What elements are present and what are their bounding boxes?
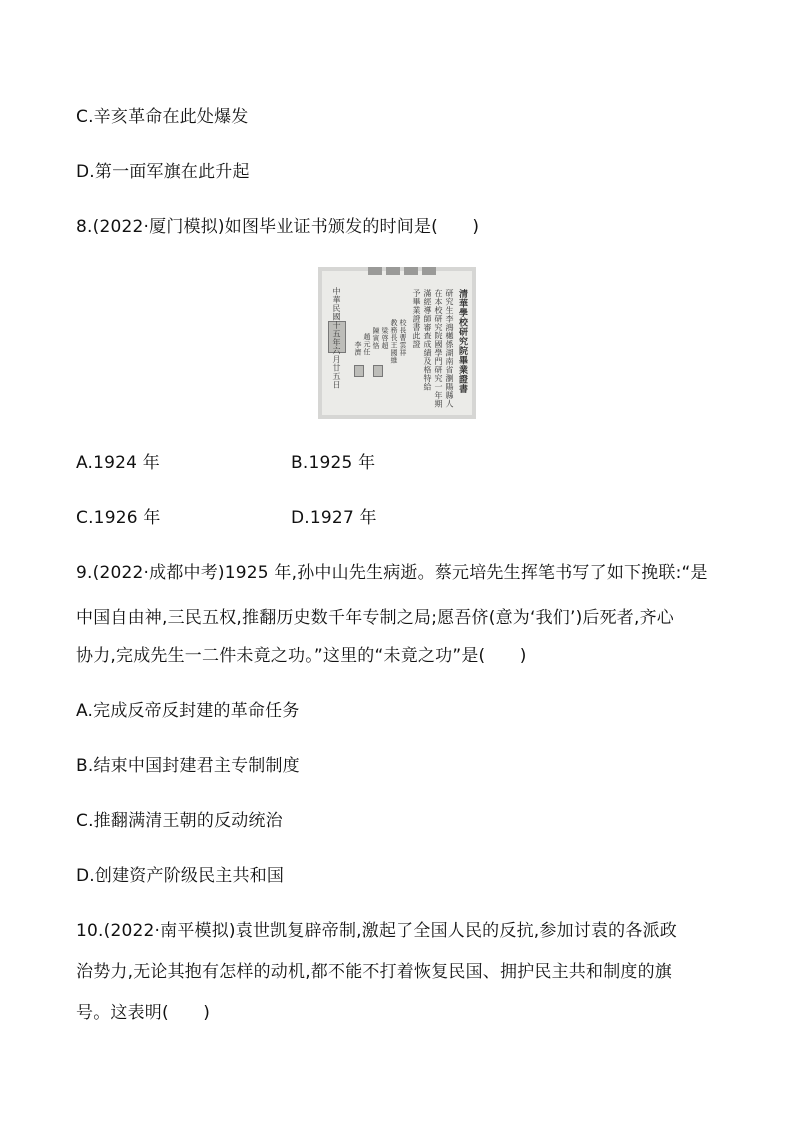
q9-stem-line-2: 中国自由神,三民五权,推翻历史数千年专制之局;愿吾侪(意为‘我们’)后死者,齐心: [76, 608, 675, 628]
certificate-faculty-4: 陳寅恪: [372, 327, 380, 350]
certificate-date-1: 中華民國: [332, 287, 341, 321]
graduation-certificate-image: [318, 267, 476, 419]
certificate-tab: [368, 267, 382, 275]
q9-option-b: B.结束中国封建君主专制制度: [76, 756, 300, 776]
certificate-faculty-3: 梁啓超: [381, 327, 389, 350]
certificate-faculty-2: 教務長王國維: [390, 319, 398, 364]
q7-option-d: D.第一面军旗在此升起: [76, 162, 250, 182]
q8-stem: 8.(2022·厦门模拟)如图毕业证书颁发的时间是( ): [76, 217, 480, 237]
certificate-title: 清華學校研究院畢業證書: [457, 289, 467, 394]
certificate-small-seal: [373, 365, 383, 377]
q8-options-row-2: [76, 507, 377, 529]
certificate-body-4: 予畢業證書此證: [412, 289, 421, 349]
certificate-date-2: 十五年六月廿五日: [332, 321, 341, 389]
q10-stem-line-3: 号。这表明( ): [76, 1003, 211, 1023]
certificate-faculty-1: 校長曹雲祥: [399, 319, 407, 357]
q9-option-d: D.创建资产阶级民主共和国: [76, 866, 285, 886]
q10-stem-line-2: 治势力,无论其抱有怎样的动机,都不能不打着恢复民国、拥护民主共和制度的旗: [76, 962, 673, 982]
q8-option-a: A.1924 年: [76, 453, 161, 473]
certificate-faculty-5: 趙元任: [363, 333, 371, 356]
certificate-small-seal: [354, 365, 364, 377]
certificate-body-3: 滿經導師審查成績及格特給: [423, 289, 432, 391]
certificate-faculty-6: 李濟: [354, 341, 362, 356]
q10-stem-line-1: 10.(2022·南平模拟)袁世凯复辟帝制,激起了全国人民的反抗,参加讨袁的各派政: [76, 921, 677, 941]
q8-options-row-1: [76, 452, 376, 474]
certificate-body-2: 在本校研究院國學門研究一年期: [434, 289, 443, 408]
certificate-body-1: 研究生李鴻樾係湖南省瀏陽縣人: [445, 289, 454, 408]
certificate-tab: [422, 267, 436, 275]
q9-stem-line-1: 9.(2022·成都中考)1925 年,孙中山先生病逝。蔡元培先生挥笔书写了如下挽联:“是: [76, 563, 708, 583]
certificate-tab: [386, 267, 400, 275]
q9-option-a: A.完成反帝反封建的革命任务: [76, 701, 300, 721]
q7-option-c: C.辛亥革命在此处爆发: [76, 107, 249, 127]
q9-stem-line-3: 协力,完成先生一二件未竟之功。”这里的“未竟之功”是( ): [76, 646, 527, 666]
q8-option-d: D.1927 年: [291, 508, 377, 528]
q8-option-b: B.1925 年: [291, 453, 376, 473]
q8-option-c: C.1926 年: [76, 508, 161, 528]
certificate-tab: [404, 267, 418, 275]
q9-option-c: C.推翻满清王朝的反动统治: [76, 811, 283, 831]
